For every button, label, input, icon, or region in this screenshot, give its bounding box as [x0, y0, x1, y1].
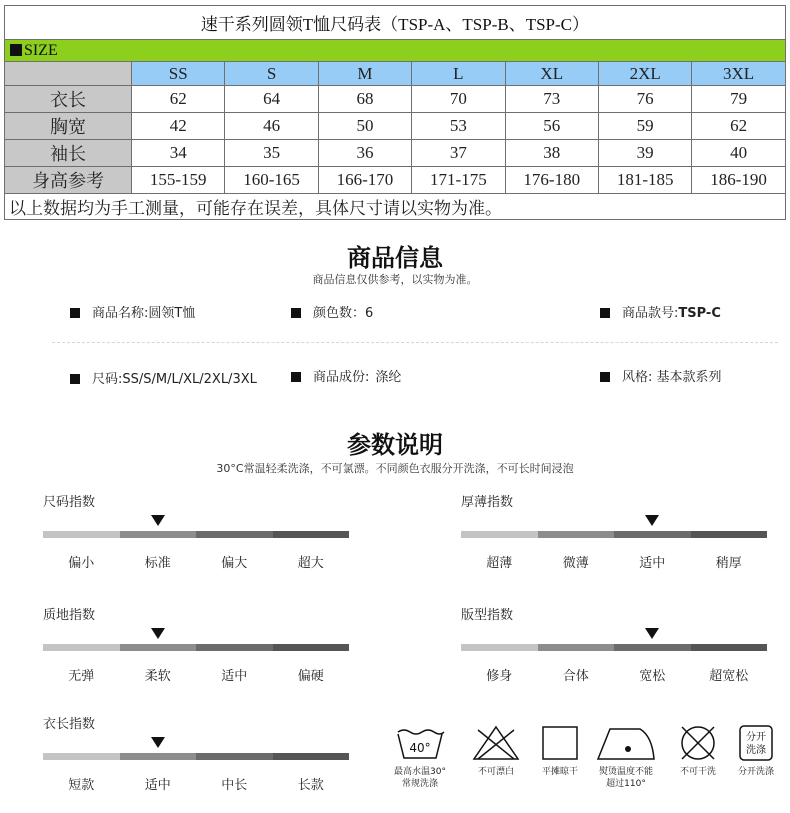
product-info-title: 商品信息	[347, 244, 443, 272]
size-value-cell: 79	[692, 86, 785, 113]
scale-segment	[273, 531, 350, 538]
material-label: 商品成份:	[313, 370, 370, 385]
care-dry-flat	[528, 724, 592, 778]
size-value-cell: 155-159	[132, 167, 225, 194]
scale-label: 超宽松	[709, 669, 749, 684]
size-value-cell: 68	[318, 86, 411, 113]
size-data-row	[5, 167, 786, 194]
scale-label: 偏大	[221, 556, 248, 571]
scale-segment	[196, 531, 273, 538]
size-value-cell: 62	[132, 86, 225, 113]
size-value-cell: 181-185	[598, 167, 691, 194]
style-number-value: TSP-C	[678, 306, 721, 321]
wash-separately-tag-icon	[730, 724, 782, 762]
care-caption: 不可干洗	[679, 767, 716, 777]
scale-segment	[196, 644, 273, 651]
thickness-index	[461, 491, 767, 581]
params-subtitle: 30°C常温轻柔洗涤，不可氯漂。不同颜色衣服分开洗涤，不可长时间浸泡	[216, 462, 574, 475]
care-caption: 最高水温30° 常规洗涤	[394, 767, 446, 789]
size-value-cell: 76	[598, 86, 691, 113]
size-value-cell: 166-170	[318, 167, 411, 194]
index-title: 质地指数	[43, 608, 96, 623]
size-value-cell: 53	[412, 113, 505, 140]
length-index	[43, 713, 349, 803]
scale-labels	[461, 665, 767, 684]
size-value-cell: 35	[225, 140, 318, 167]
iron-icon	[594, 724, 658, 762]
scale-label: 偏硬	[297, 669, 324, 684]
care-no-dry-clean	[666, 724, 730, 778]
size-chart-title: 速干系列圆领T恤尺码表（TSP-A、TSP-B、TSP-C）	[5, 6, 786, 40]
scale-label: 宽松	[639, 669, 666, 684]
size-header-cell: M	[318, 62, 411, 86]
care-wash-30	[388, 724, 452, 790]
size-header-cell: 2XL	[598, 62, 691, 86]
scale-segment	[43, 753, 120, 760]
scale-segment	[614, 644, 691, 651]
header-corner-cell	[5, 62, 132, 86]
scale-label: 标准	[144, 556, 171, 571]
size-value-cell: 56	[505, 113, 598, 140]
no-dry-clean-icon	[672, 724, 724, 762]
size-value-cell: 38	[505, 140, 598, 167]
size-value-cell: 160-165	[225, 167, 318, 194]
size-header-cell: XL	[505, 62, 598, 86]
measurement-note: 以上数据均为手工测量，可能存在误差，具体尺寸请以实物为准。	[5, 194, 786, 220]
size-value-cell: 42	[132, 113, 225, 140]
size-header-row	[5, 62, 786, 86]
style-number-label: 商品款号:	[622, 306, 679, 321]
size-header-cell: 3XL	[692, 62, 785, 86]
scale-segment	[43, 644, 120, 651]
index-title: 衣长指数	[43, 717, 96, 732]
scale-labels	[43, 774, 349, 793]
size-value-cell: 176-180	[505, 167, 598, 194]
info-style	[600, 366, 722, 385]
row-label-cell: 胸宽	[5, 113, 132, 140]
scale-segment	[273, 753, 350, 760]
size-value-cell: 40	[692, 140, 785, 167]
care-caption: 熨烫温度不能 超过110°	[598, 767, 653, 789]
tag-line-2: 洗涤	[746, 745, 766, 756]
scale-segment	[43, 531, 120, 538]
scale-label: 短款	[68, 778, 95, 793]
square-bullet-icon	[291, 372, 301, 382]
scale-segment	[120, 531, 197, 538]
size-data-row	[5, 113, 786, 140]
square-bullet-icon	[70, 308, 80, 318]
scale-segment	[691, 531, 768, 538]
size-header-cell: S	[225, 62, 318, 86]
scale-labels	[461, 552, 767, 571]
dry-flat-icon	[534, 724, 586, 762]
size-section-bar	[5, 40, 786, 62]
indicator-triangle-icon	[151, 737, 165, 748]
square-bullet-icon	[70, 374, 80, 384]
index-scale-bar	[43, 531, 349, 538]
size-data-row	[5, 86, 786, 113]
index-scale-bar	[43, 644, 349, 651]
texture-index	[43, 604, 349, 694]
scale-segment	[538, 644, 615, 651]
color-count-text: 颜色数：6	[313, 306, 374, 321]
size-index	[43, 491, 349, 581]
care-caption: 不可漂白	[477, 767, 514, 777]
scale-segment	[461, 644, 538, 651]
scale-segment	[273, 644, 350, 651]
scale-label: 修身	[486, 669, 513, 684]
indicator-triangle-icon	[151, 628, 165, 639]
scale-segment	[120, 753, 197, 760]
scale-label: 合体	[562, 669, 589, 684]
params-title: 参数说明	[347, 431, 443, 459]
scale-segment	[461, 531, 538, 538]
size-value-cell: 73	[505, 86, 598, 113]
size-data-row	[5, 140, 786, 167]
info-style-number	[600, 302, 721, 321]
scale-label: 适中	[144, 778, 171, 793]
size-value-cell: 59	[598, 113, 691, 140]
scale-label: 超薄	[486, 556, 513, 571]
index-title: 版型指数	[461, 608, 514, 623]
scale-label: 超大	[297, 556, 324, 571]
size-value-cell: 171-175	[412, 167, 505, 194]
index-scale-bar	[43, 753, 349, 760]
scale-label: 柔软	[144, 669, 171, 684]
row-label-cell: 衣长	[5, 86, 132, 113]
row-label-cell: 身高参考	[5, 167, 132, 194]
scale-segment	[120, 644, 197, 651]
size-header-cell: SS	[132, 62, 225, 86]
indicator-triangle-icon	[151, 515, 165, 526]
size-value-cell: 70	[412, 86, 505, 113]
tag-line-1: 分开	[746, 732, 766, 743]
size-value-cell: 34	[132, 140, 225, 167]
care-caption: 分开洗涤	[737, 767, 774, 777]
info-divider	[52, 342, 778, 343]
size-value-cell: 186-190	[692, 167, 785, 194]
fit-index	[461, 604, 767, 694]
wash-tub-icon	[394, 724, 446, 762]
material-value: 涤纶	[375, 370, 402, 385]
size-value-cell: 37	[412, 140, 505, 167]
scale-label: 适中	[639, 556, 666, 571]
no-bleach-icon	[470, 724, 522, 762]
index-title: 厚薄指数	[461, 495, 514, 510]
index-title: 尺码指数	[43, 495, 96, 510]
scale-label: 长款	[297, 778, 324, 793]
indicator-triangle-icon	[645, 515, 659, 526]
product-info-subtitle: 商品信息仅供参考，以实物为准。	[312, 273, 478, 286]
size-value-cell: 36	[318, 140, 411, 167]
size-value-cell: 39	[598, 140, 691, 167]
square-bullet-icon	[600, 308, 610, 318]
index-scale-bar	[461, 531, 767, 538]
care-no-bleach	[464, 724, 528, 778]
size-bar-label: SIZE	[24, 41, 58, 59]
scale-labels	[43, 665, 349, 684]
care-caption: 平摊晾干	[541, 767, 578, 777]
scale-labels	[43, 552, 349, 571]
square-bullet-icon	[291, 308, 301, 318]
scale-label: 微薄	[562, 556, 589, 571]
size-value-cell: 46	[225, 113, 318, 140]
info-material	[291, 366, 401, 385]
index-scale-bar	[461, 644, 767, 651]
size-value-cell: 62	[692, 113, 785, 140]
wash-temp-text: 40°	[409, 741, 431, 755]
sizes-text: 尺码:SS/S/M/L/XL/2XL/3XL	[92, 372, 257, 387]
style-text: 风格: 基本款系列	[622, 370, 722, 385]
size-chart-table	[4, 5, 786, 220]
scale-label: 无弹	[68, 669, 95, 684]
square-bullet-icon	[600, 372, 610, 382]
scale-label: 中长	[221, 778, 248, 793]
size-value-cell: 64	[225, 86, 318, 113]
info-color-count	[291, 302, 373, 321]
indicator-triangle-icon	[645, 628, 659, 639]
scale-segment	[538, 531, 615, 538]
scale-segment	[691, 644, 768, 651]
info-sizes	[70, 368, 257, 387]
scale-label: 偏小	[68, 556, 95, 571]
scale-label: 适中	[221, 669, 248, 684]
scale-label: 稍厚	[715, 556, 742, 571]
care-iron	[594, 724, 658, 790]
scale-segment	[196, 753, 273, 760]
care-wash-separately	[724, 724, 788, 778]
product-name-text: 商品名称:圆领T恤	[92, 306, 196, 321]
info-product-name	[70, 302, 195, 321]
scale-segment	[614, 531, 691, 538]
square-icon	[10, 44, 22, 56]
row-label-cell: 袖长	[5, 140, 132, 167]
size-value-cell: 50	[318, 113, 411, 140]
size-header-cell: L	[412, 62, 505, 86]
